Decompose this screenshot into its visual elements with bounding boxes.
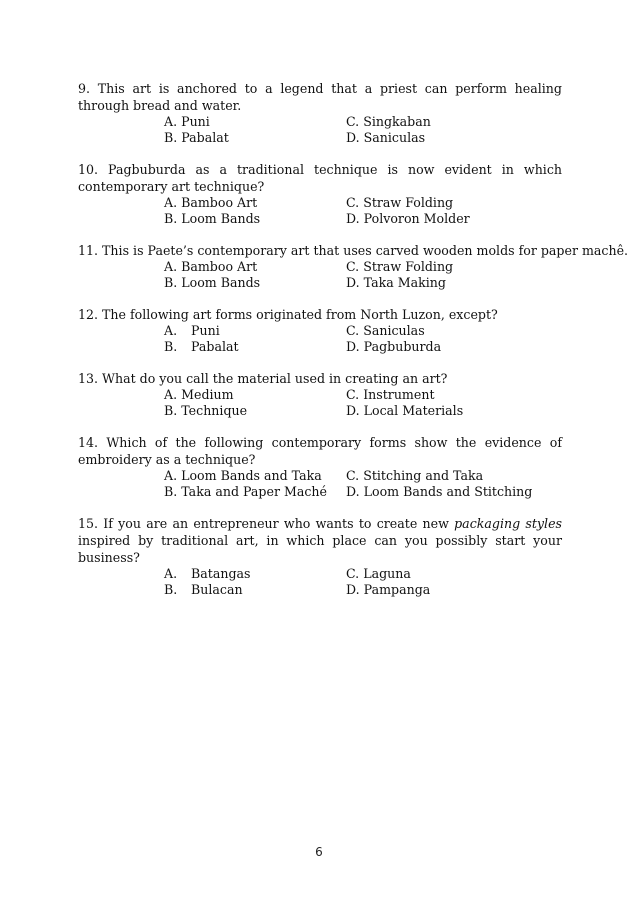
option-c: C. Stitching and Taka xyxy=(346,468,484,483)
option-row xyxy=(78,211,562,227)
option-b: B. Technique xyxy=(164,403,248,418)
page-number: 6 xyxy=(315,845,323,859)
quiz-content xyxy=(78,80,629,613)
option-row xyxy=(78,468,562,484)
option-text: Laguna xyxy=(363,566,411,581)
option-row xyxy=(78,484,562,500)
stem-text: 15. If you are an entrepreneur who wants to create new xyxy=(78,516,455,531)
option-d: D. Taka Making xyxy=(346,275,446,290)
question-stem: 9. This art is anchored to a legend that a priest can perform healing through bread and water. xyxy=(78,81,562,113)
option-text: Bulacan xyxy=(191,582,243,597)
question-15 xyxy=(78,515,562,598)
option-letter: A. xyxy=(164,566,178,581)
option-text: Puni xyxy=(191,323,220,338)
option-b: B. Pabalat xyxy=(164,130,229,145)
stem-text: inspired by traditional art, in which place can you possibly start your business? xyxy=(78,533,562,565)
option-text: Saniculas xyxy=(363,323,425,338)
option-d: D. Loom Bands and Stitching xyxy=(346,484,533,499)
option-d xyxy=(346,339,556,355)
question-stem: 10. Pagbuburda as a traditional technique is now evident in which contemporary art technique? xyxy=(78,162,562,194)
option-a: A. Puni xyxy=(164,114,210,129)
option-c: C. Straw Folding xyxy=(346,195,454,210)
option-c: C. Instrument xyxy=(346,387,435,402)
option-d: D. Polvoron Molder xyxy=(346,211,470,226)
option-text: Pagbuburda xyxy=(363,339,442,354)
question-9 xyxy=(78,80,562,146)
question-10 xyxy=(78,161,562,227)
option-row xyxy=(78,339,562,355)
option-b: B. Loom Bands xyxy=(164,275,261,290)
option-b: B. Taka and Paper Maché xyxy=(164,484,327,499)
question-14 xyxy=(78,434,562,500)
option-a: A. Bamboo Art xyxy=(164,259,258,274)
option-row xyxy=(78,566,562,582)
option-b xyxy=(164,339,346,355)
option-text: Pabalat xyxy=(191,339,239,354)
option-letter: D. xyxy=(346,339,360,354)
option-letter: B. xyxy=(164,339,178,354)
option-row xyxy=(78,259,562,275)
option-row xyxy=(78,195,562,211)
option-row xyxy=(78,582,562,598)
option-c xyxy=(346,566,556,582)
option-text: Pampanga xyxy=(363,582,431,597)
question-stem: 12. The following art forms originated from North Luzon, except? xyxy=(78,307,498,322)
option-letter: C. xyxy=(346,323,360,338)
option-a: A. Bamboo Art xyxy=(164,195,258,210)
question-12 xyxy=(78,306,562,355)
option-b xyxy=(164,582,346,598)
option-letter: B. xyxy=(164,582,178,597)
option-row xyxy=(78,403,562,419)
question-11 xyxy=(78,242,629,291)
option-row xyxy=(78,387,562,403)
option-letter: A. xyxy=(164,323,178,338)
option-d: D. Saniculas xyxy=(346,130,426,145)
option-d: D. Local Materials xyxy=(346,403,464,418)
option-letter: D. xyxy=(346,582,360,597)
option-d xyxy=(346,582,556,598)
question-stem: 13. What do you call the material used in creating an art? xyxy=(78,371,448,386)
option-c: C. Singkaban xyxy=(346,114,431,129)
stem-emphasis: packaging styles xyxy=(454,516,562,531)
option-letter: C. xyxy=(346,566,360,581)
option-row xyxy=(78,130,562,146)
option-a: A. Medium xyxy=(164,387,234,402)
option-a xyxy=(164,323,346,339)
option-a: A. Loom Bands and Taka xyxy=(164,468,322,483)
option-row xyxy=(78,114,562,130)
option-c: C. Straw Folding xyxy=(346,259,454,274)
question-stem xyxy=(78,515,562,566)
option-row xyxy=(78,275,562,291)
option-b: B. Loom Bands xyxy=(164,211,261,226)
question-stem: 11. This is Paete’s contemporary art that uses carved wooden molds for paper machê. xyxy=(78,243,629,258)
option-row xyxy=(78,323,562,339)
option-a xyxy=(164,566,346,582)
option-c xyxy=(346,323,556,339)
question-13 xyxy=(78,370,562,419)
option-text: Batangas xyxy=(191,566,251,581)
question-stem: 14. Which of the following contemporary forms show the evidence of embroidery as a technique? xyxy=(78,435,562,467)
